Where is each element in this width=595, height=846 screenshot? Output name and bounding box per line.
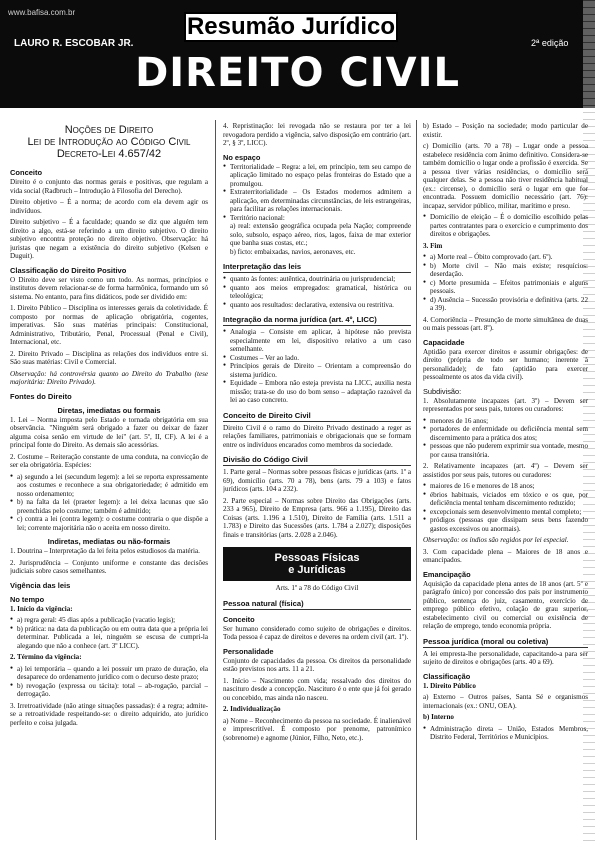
list xyxy=(423,213,588,239)
list-item: ● ébrios habituais, viciados em tóxico e os que, por deficiência mental tenham discernimento reduzido; xyxy=(423,491,588,508)
site-url[interactable]: www.bafisa.com.br xyxy=(8,8,76,17)
subheading: Personalidade xyxy=(223,646,274,656)
paragraph: 1. Início da vigência: xyxy=(10,604,73,613)
list-item: ● Analogia – Consiste em aplicar, à hipótese não prevista especialmente em lei, dispositivo relativo a um caso semelhante. xyxy=(223,328,411,354)
list xyxy=(423,253,588,313)
list-item: ● quanto aos meios empregados: gramatical, histórica ou teleológica; xyxy=(223,284,411,301)
paragraph: 1. Doutrina – Interpretação da lei feita pelos estudiosos da matéria. xyxy=(10,547,200,555)
paragraph: Direito subjetivo – É a faculdade; quando se diz que alguém tem direito a algo, está-se referindo a um direito subjetivo. O direito subjetivo encontra proteção no direito objetivo. Observação: há juristas que negam a existência do direito subjetivo (Kelsen e Duguit). xyxy=(10,218,208,260)
subheading: Indiretas, mediatas ou não-formais xyxy=(47,537,171,546)
list-item: ● portadores de enfermidade ou deficiência mental sem discernimento para a prática dos atos; xyxy=(423,425,588,442)
paragraph: Ser humano considerado como sujeito de obrigações e direitos. Toda pessoa é capaz de direitos e deveres na ordem civil (art. 1º). xyxy=(223,624,411,641)
paragraph: 2. Individualização xyxy=(223,705,281,713)
paragraph: 1. Direito Público – Disciplina os interesses gerais da coletividade. É composto por normas de aplicação obrigatória, cogentes, imperativas. São suas matérias principais: Constitucional, Administrativo, Tributário, Penal, Processual (Penal e Civil), Internacional, etc. xyxy=(10,304,208,346)
list-item: ● menores de 16 anos; xyxy=(423,417,588,426)
paragraph: Direito Civil é o ramo do Direito Privado destinado a reger as relações familiares, patrimoniais e obrigacionais que se formam entre os indivíduos encarados como membros da sociedade. xyxy=(223,423,411,449)
heading-integracao: Integração da norma jurídica (art. 4º, LICC) xyxy=(223,315,411,326)
paragraph: Observação: há controvérsia quanto ao Direito do Trabalho (tese majoritária: Direito Privado). xyxy=(10,369,208,386)
heading-pessoa-natural: Pessoa natural (física) xyxy=(223,599,411,610)
page-header xyxy=(0,0,595,108)
paragraph: Observação: os índios são regidos por lei especial. xyxy=(423,536,569,544)
list-item: ● pessoas que não puderem exprimir sua vontade, mesmo por causa transitória. xyxy=(423,442,588,459)
heading-vigencia: Vigência das leis xyxy=(10,580,71,590)
section-title: Noções de Direito Lei de Introdução ao Código Civil Decreto-Lei 4.657/42 xyxy=(27,124,191,160)
paragraph: 1. Absolutamente incapazes (art. 3º) – Devem ser representados por seus pais, tutores ou curadores: xyxy=(423,396,588,413)
list-item: ● Domicílio de eleição – É o domicílio escolhido pelas partes contratantes para o exercício e cumprimento dos direitos e obrigações. xyxy=(423,213,588,239)
paragraph: 3. Irretroatividade (não atinge situações passadas): é a regra; admite-se a retroatividade respeitando-se: o direito adquirido, ato jurídico perfeito e coisa julgada. xyxy=(10,701,208,727)
column-divider xyxy=(215,120,216,840)
subheading: Diretas, imediatas ou formais xyxy=(57,405,161,415)
list-item: ● a) lei temporária – quando a lei possuir um prazo de duração, ela desaparece do ordenamento jurídico com o decurso deste prazo; xyxy=(10,665,208,682)
paragraph: Aptidão para exercer direitos e assumir obrigações: de direito (própria de todo ser humano; inerente à personalidade); de fato (aptidão para exercer pessoalmente os atos da vida civil). xyxy=(423,347,588,381)
list xyxy=(423,482,588,533)
list-item: ● Princípios gerais de Direito – Orientam a compreensão do sistema jurídico. xyxy=(223,362,411,379)
column-3 xyxy=(423,122,588,837)
column-2 xyxy=(223,122,411,837)
heading-divisao: Divisão do Código Civil xyxy=(223,455,411,466)
subheading: No tempo xyxy=(10,594,45,604)
paragraph: c) Domicílio (arts. 70 a 78) – Lugar onde a pessoa estabelece residência com ânimo definitivo. Considera-se também domicílio o lugar onde a profissão é exercida. Se a pessoa tiver várias residências, o domicílio será qualquer delas. Se a pessoa não tiver residência habitual (ex.: circense), o domicílio será o lugar em que for encontrada. Possuem domicílio necessário (art. 76): incapaz, servidor público, militar, marítimo e preso. xyxy=(423,142,588,210)
list-item: ● quanto aos resultados: declarativa, extensiva ou restritiva. xyxy=(223,301,411,310)
paragraph: 2. Jurisprudência – Conjunto uniforme e constante das decisões judiciais sobre casos semelhantes. xyxy=(10,558,208,575)
paragraph: A lei empresta-lhe personalidade, capacitando-a para ser sujeito de direitos e obrigações (arts. 40 a 69). xyxy=(423,649,588,666)
paragraph: Direito objetivo – É a norma; de acordo com ela devem agir os indivíduos. xyxy=(10,198,208,215)
paragraph: 2. Costume – Reiteração constante de uma conduta, na convicção de ser ela obrigatória. Espécies: xyxy=(10,452,208,469)
list-item: ● Territorialidade – Regra: a lei, em princípio, tem seu campo de aplicação limitado no espaço pelas fronteiras do Estado que a promulgou. xyxy=(223,163,411,189)
list xyxy=(223,328,411,405)
paragraph: 1. Lei – Norma imposta pelo Estado e tornada obrigatória em sua observância. "Ninguém será obrigado a fazer ou deixar de fazer alguma coisa senão em virtude de lei" (art. 5º, II, CF). A lei é a principal fonte do Direito. As demais são acessórias. xyxy=(10,415,208,449)
paragraph: 3. Fim xyxy=(423,241,443,250)
list-item: ● b) Morte civil – Não mais existe; resquícios: deserdação. xyxy=(423,262,588,279)
series-banner: Resumão Jurídico xyxy=(184,12,398,42)
paragraph: 2. Direito Privado – Disciplina as relações dos indivíduos entre si. São suas matérias: Civil e Comercial. xyxy=(10,349,208,366)
list-item: ● Equidade – Embora não esteja prevista na LICC, auxilia nesta missão; trata-se do uso do bom senso – adaptação razoável da lei ao caso concreto. xyxy=(223,379,411,405)
list-item: ● excepcionais sem desenvolvimento mental completo; xyxy=(423,508,588,517)
list-item: ● b) prática: na data da publicação ou em outra data que a própria lei determinar. Publicada a lei, ninguém se escusa de cumpri-la alegando que não a conhece (art. 3º LICC). xyxy=(10,625,208,651)
list-item: ● b) na falta da lei (praeter legem): a lei deixa lacunas que são preenchidas pelo costume; também é admitido; xyxy=(10,498,208,515)
paragraph: Direito é o conjunto das normas gerais e positivas, que regulam a vida social (Radbruch – Introdução à Filosofia del Derecho). xyxy=(10,178,208,195)
heading-pessoa-juridica: Pessoa jurídica (moral ou coletiva) xyxy=(423,637,588,648)
subheading: No espaço xyxy=(223,152,261,162)
list xyxy=(223,163,411,257)
subheading: Emancipação xyxy=(423,569,471,579)
paragraph: 1. Parte geral – Normas sobre pessoas físicas e jurídicas (arts. 1º a 69), domicílio (arts. 70 a 78), bens (arts. 79 a 103) e fatos jurídicos (arts. 104 a 232). xyxy=(223,468,411,493)
heading-fontes: Fontes do Direito xyxy=(10,391,72,401)
paragraph: 4. Comoriência – Presunção de morte simultânea de duas ou mais pessoas (art. 8º). xyxy=(423,315,588,332)
paragraph: Arts. 1º a 78 do Código Civil xyxy=(275,584,359,592)
list-item: ● c) Morte presumida – Efeitos patrimoniais e alguns pessoais. xyxy=(423,279,588,296)
paragraph: O Direito deve ser visto como um todo. As normas, princípios e institutos devem relacionar-se de forma harmônica, formando um só sistema. No entanto, para fins didáticos, pode ser dividido em: xyxy=(10,275,208,301)
list-item: ● a) segundo a lei (secundum legem): a lei se reporta expressamente aos costumes e reconhece a sua obrigatoriedade; é admitido em nosso ordenamento; xyxy=(10,473,208,499)
list-item: ● c) contra a lei (contra legem): o costume contraria o que dispõe a lei; corrente majoritária não o aceita em nosso direito. xyxy=(10,515,208,532)
subheading: Capacidade xyxy=(423,337,465,347)
list-item: ● maiores de 16 e menores de 18 anos; xyxy=(423,482,588,491)
section-banner: Pessoas Físicas e Jurídicas xyxy=(223,547,411,581)
list-item: ● Costumes – Ver ao lado. xyxy=(223,354,411,363)
list-item: ● b) revogação (expressa ou tácita): total – ab-rogação, parcial – derrogação. xyxy=(10,682,208,699)
page-title: DIREITO CIVIL xyxy=(135,50,460,96)
heading-conceito-civil: Conceito de Direito Civil xyxy=(223,411,411,422)
paragraph: 1. Direito Público xyxy=(423,681,476,690)
paragraph: 3. Com capacidade plena – Maiores de 18 anos e emancipados. xyxy=(423,547,588,564)
list-item: ● a) Morte real – Óbito comprovado (art. 6º). xyxy=(423,253,588,262)
heading-classificacao: Classificação do Direito Positivo xyxy=(10,265,127,275)
list xyxy=(10,616,208,650)
subheading: Classificação xyxy=(423,671,471,681)
list xyxy=(10,473,208,533)
column-divider xyxy=(416,120,417,840)
list-item: ● d) Ausência – Sucessão provisória e definitiva (arts. 22 a 39). xyxy=(423,296,588,313)
list-item: ● a) regra geral: 45 dias após a publicação (vacatio legis); xyxy=(10,616,208,625)
subheading: Subdivisão: xyxy=(423,386,462,396)
list-item: ● pródigos (pessoas que dissipam seus bens fazendo gastos excessivos ou anormais). xyxy=(423,516,588,533)
edition-label: 2ª edição xyxy=(531,38,569,48)
paragraph: a) Nome – Reconhecimento da pessoa na sociedade. É inalienável e imprescritível. É composto por prenome, patronímico (sobrenome) e agnome (Júnior, Filho, Neto, etc.). xyxy=(223,716,411,742)
list xyxy=(423,725,588,742)
paragraph: 1. Início – Nascimento com vida; ressalvado dos direitos do nascituro desde a concepção. Nascituro é o ente que já foi gerado ou concebido, mas ainda não nasceu. xyxy=(223,676,411,702)
list xyxy=(10,665,208,699)
list-item: ● quanto às fontes: autêntica, doutrinária ou jurisprudencial; xyxy=(223,275,411,284)
author-name: LAURO R. ESCOBAR JR. xyxy=(14,38,134,49)
paragraph: b) Estado – Posição na sociedade; modo particular de existir. xyxy=(423,122,588,139)
heading-conceito: Conceito xyxy=(10,168,43,177)
paragraph: 2. Término da vigência: xyxy=(10,653,82,661)
heading-interpretacao: Interpretação das leis xyxy=(223,262,411,273)
paragraph: 2. Relativamente incapazes (art. 4º) – Devem ser assistidos por seus pais, tutores ou curadores: xyxy=(423,462,588,479)
subheading: Conceito xyxy=(223,614,255,624)
list-item: ● Administração direta – União, Estados Membros, Distrito Federal, Territórios e Municípios. xyxy=(423,725,588,742)
column-1 xyxy=(10,122,208,837)
list xyxy=(223,275,411,309)
list xyxy=(423,417,588,460)
paragraph: Conjunto de capacidades da pessoa. Os direitos da personalidade estão previstos nos arts. 11 a 21. xyxy=(223,656,411,673)
paragraph: 2. Parte especial – Normas sobre Direito das Obrigações (arts. 233 a 965), Direito de Empresa (arts. 966 a 1.195), Direito das Coisas (arts. 1.196 a 1.510), Direito de Família (arts. 1.511 a 1.783) e Direito das Sucessões (arts. 1.784 a 2.027); disposições finais e transitórias (arts. 2.028 a 2.046). xyxy=(223,496,411,539)
list-item: ● Território nacional: a) real: extensão geográfica ocupada pela Nação; compreende solo, subsolo, espaço aéreo, rios, lagos, faixa de mar exterior que banha suas costas, etc.; b) ficto: embaixadas, navios, aeronaves, etc. xyxy=(223,214,411,257)
paragraph: 4. Repristinação: lei revogada não se restaura por ter a lei revogadora perdido a vigência, salvo disposição em contrário (art. 2º, § 3º, LICC). xyxy=(223,122,411,147)
paragraph: a) Externo – Outros países, Santa Sé e organismos internacionais (ex.: ONU, OEA). xyxy=(423,693,588,710)
list-item: ● Extraterritorialidade – Os Estados modernos admitem a aplicação, em determinadas circunstâncias, de leis estrangeiras, para facilitar as relações internacionais. xyxy=(223,188,411,214)
paragraph: Aquisição da capacidade plena antes de 18 anos (art. 5º e parágrafo único) por concessão dos pais por instrumento público, sentença do juiz, casamento, exercício de emprego público efetivo, colação de grau superior, estabelecimento civil ou comercial ou existência de relação de emprego, tendo economia própria. xyxy=(423,579,588,630)
paragraph: b) Interno xyxy=(423,713,454,721)
